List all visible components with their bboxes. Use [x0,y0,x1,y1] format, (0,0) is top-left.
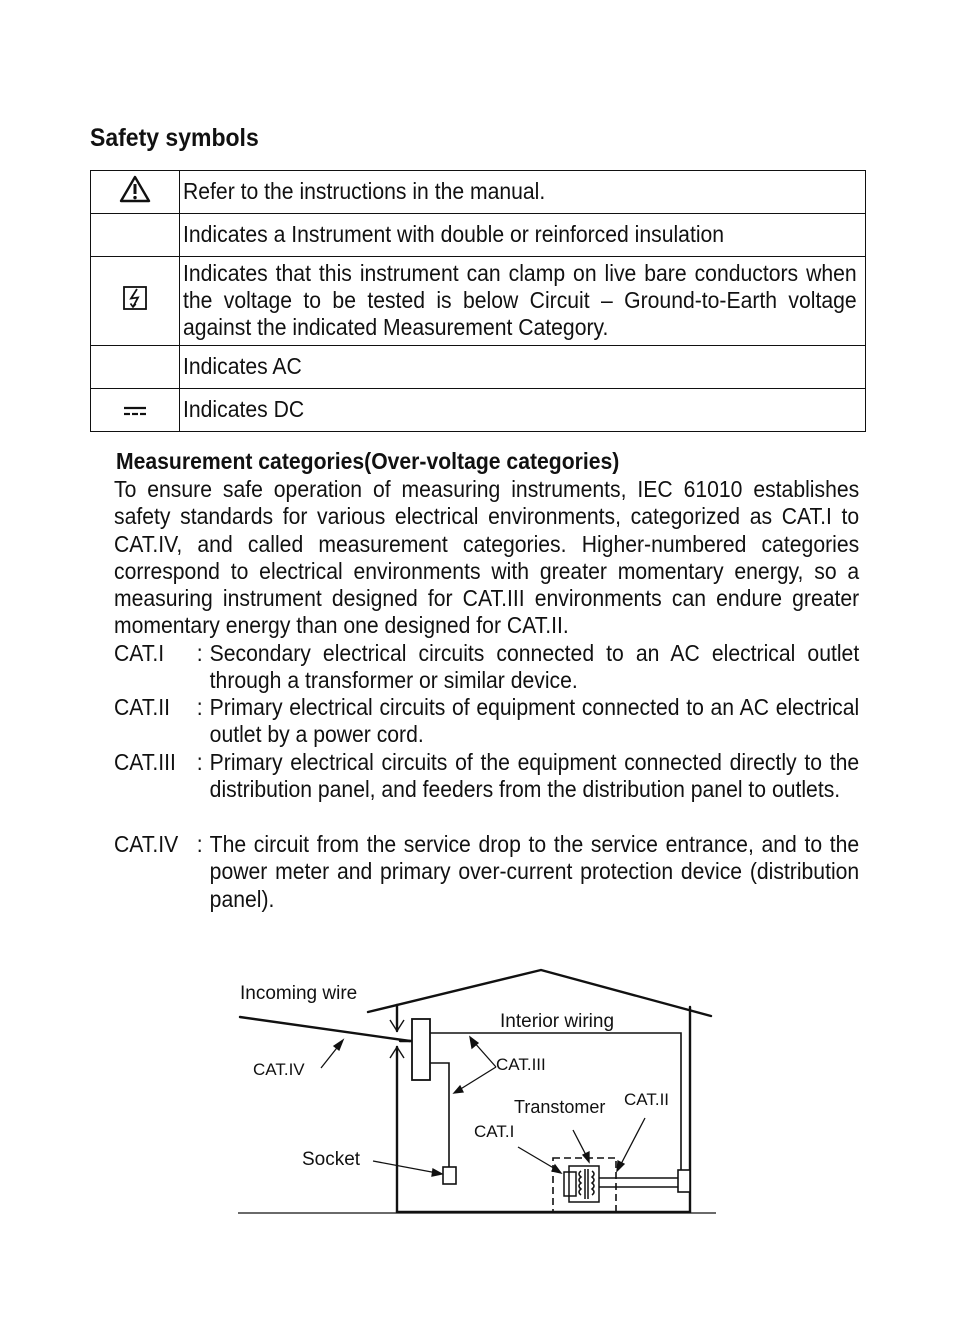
dc-icon [122,404,148,418]
category-label: CAT.IV [114,831,179,857]
symbol-cell [91,171,180,214]
symbol-cell [91,346,180,389]
warning-triangle-icon [119,175,151,203]
safety-symbols-table [90,170,866,432]
symbol-description: Indicates a Instrument with double or reinforced insulation [180,214,866,257]
measurement-category-diagram [230,955,730,1225]
socket-arrowhead [432,1169,442,1176]
category-label: CAT.II [114,694,171,720]
category-item-cat-i [114,640,859,695]
table-row [91,214,866,257]
category-description: Primary electrical circuits of equipment connected to an AC electrical outlet by a power cord. [209,694,860,748]
cat-iii-arrow [459,1067,496,1090]
category-description: The circuit from the service drop to the service entrance, and to the power meter and primary over-current protection device (distribution panel). [209,831,860,912]
socket-outlet [443,1167,456,1184]
incoming-wire-line [240,1017,410,1041]
label-interior-wiring: Interior wiring [500,1011,615,1032]
measurement-intro-paragraph: To ensure safe operation of measuring instruments, IEC 61010 establishes safety standards for various electrical environments, categorized as CAT.I to CAT.IV, and called measurement categories. Higher-numbered categories correspond to electrical environments with greater momentary energy, so a measuring instrument designed for CAT.III environments can endure greater momentary energy than one designed for CAT.II. [114,476,860,639]
label-transformer: Transtomer [514,1097,606,1117]
category-label: CAT.I [114,640,165,666]
cat-iii-arrowhead [470,1037,478,1048]
power-outlet [678,1170,690,1192]
category-separator: : [196,749,203,775]
category-item-cat-iii [114,749,859,804]
section-title-safety-symbols: Safety symbols [90,124,259,152]
label-cat-i: CAT.I [474,1122,515,1141]
live-conductor-clamp-icon [122,285,148,311]
category-item-cat-iv [114,831,859,913]
transformer-symbol [564,1166,616,1202]
table-row [91,171,866,214]
category-description: Primary electrical circuits of the equipment connected directly to the distribution panel, and feeders from the distribution panel to outlets. [209,749,860,803]
transformer-arrowhead [583,1152,589,1162]
label-cat-ii: CAT.II [624,1090,670,1109]
section-title-measurement-categories: Measurement categories(Over-voltage categories) [116,448,620,474]
symbol-description: Refer to the instructions in the manual. [180,171,866,214]
cat-iii-arrowhead [454,1086,463,1093]
symbol-description: Indicates AC [180,346,866,389]
category-separator: : [196,831,203,857]
category-separator: : [196,640,203,666]
table-row [91,346,866,389]
symbol-cell [91,214,180,257]
table-row [91,257,866,346]
label-cat-iv: CAT.IV [253,1060,305,1079]
cat-iv-arrowhead [334,1040,343,1050]
house-roof [368,970,711,1016]
label-incoming-wire: Incoming wire [240,983,358,1004]
category-separator: : [196,694,203,720]
cat-ii-arrow [620,1118,645,1166]
category-description: Secondary electrical circuits connected to an AC electrical outlet through a transformer or similar device. [209,640,860,694]
label-socket: Socket [302,1149,361,1170]
symbol-cell [91,389,180,432]
symbol-description: Indicates DC [180,389,866,432]
symbol-description: Indicates that this instrument can clamp on live bare conductors when the voltage to be tested is below Circuit – Ground-to-Earth voltage against the indicated Measurement Category. [180,257,866,346]
label-cat-iii: CAT.III [496,1055,546,1074]
table-row [91,389,866,432]
transformer-arrow [573,1130,587,1157]
distribution-panel [412,1019,430,1080]
socket-wiring-line [430,1063,449,1167]
category-item-cat-ii [114,694,859,749]
socket-arrow [373,1161,437,1173]
cat-ii-arrowhead [617,1161,624,1171]
symbol-cell [91,257,180,346]
category-label: CAT.III [114,749,176,775]
cat-i-arrow [518,1147,557,1170]
